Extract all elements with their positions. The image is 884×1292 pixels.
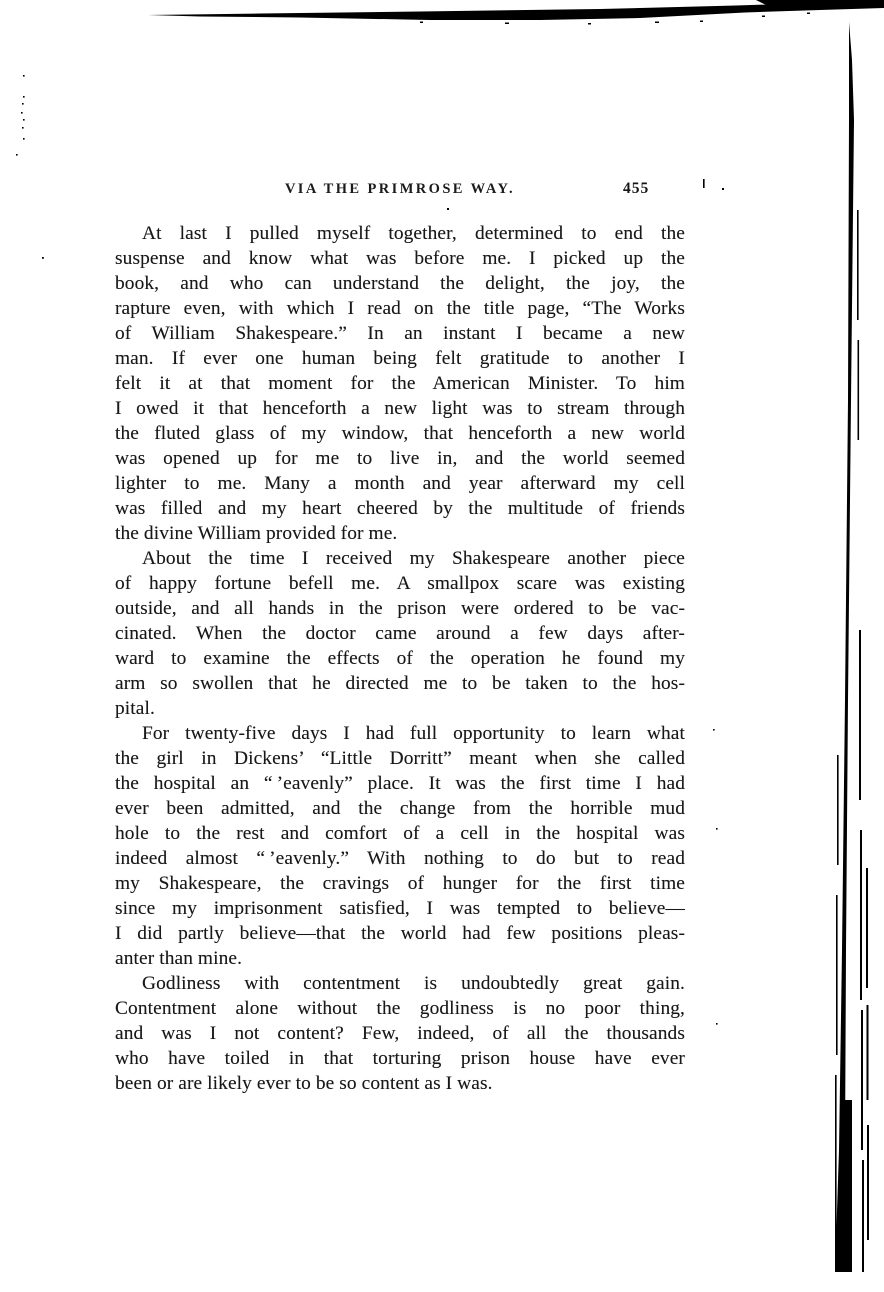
text-line: At last I pulled myself together, determined to end the [142, 223, 685, 244]
book-gutter-lines [835, 22, 869, 1272]
text-line: ever been admitted, and the change from the horrible mud [115, 798, 685, 819]
text-line: anter than mine. [115, 948, 243, 969]
text-line: arm so swollen that he directed me to be taken to the hos- [115, 673, 685, 694]
text-line: the fluted glass of my window, that henceforth a new world [115, 423, 685, 444]
text-line: of happy fortune befell me. A smallpox scare was existing [115, 573, 685, 594]
text-line: been or are likely ever to be so content as I was. [115, 1073, 493, 1094]
text-line: lighter to me. Many a month and year afterward my cell [115, 473, 685, 494]
text-line: since my imprisonment satisfied, I was tempted to believe— [115, 898, 685, 919]
text-line: the hospital an “ ’eavenly” place. It was the first time I had [115, 773, 685, 794]
text-line: pital. [115, 698, 155, 719]
text-line: and was I not content? Few, indeed, of all the thousands [115, 1023, 685, 1044]
text-line: of William Shakespeare.” In an instant I became a new [115, 323, 685, 344]
text-line: rapture even, with which I read on the title page, “The Works [115, 298, 685, 319]
text-line: was opened up for me to live in, and the world seemed [115, 448, 685, 469]
text-line: cinated. When the doctor came around a few days after- [115, 623, 685, 644]
page-number: 455 [623, 180, 650, 197]
text-line: the divine William provided for me. [115, 523, 398, 544]
text-line: Contentment alone without the godliness is no poor thing, [115, 998, 685, 1019]
text-line: man. If ever one human being felt gratitude to another I [115, 348, 685, 369]
top-edge-smudge [148, 0, 884, 25]
text-line: felt it at that moment for the American Minister. To him [115, 373, 685, 394]
text-line: was filled and my heart cheered by the multitude of friends [115, 498, 685, 519]
page-body [115, 221, 685, 1096]
page-header [115, 181, 685, 203]
text-line: who have toiled in that torturing prison house have ever [115, 1048, 685, 1069]
text-line: indeed almost “ ’eavenly.” With nothing to do but to read [115, 848, 685, 869]
running-title: VIA THE PRIMROSE WAY. [284, 181, 516, 197]
text-line: I did partly believe—that the world had few positions pleas- [115, 923, 685, 944]
text-line: I owed it that henceforth a new light was to stream through [115, 398, 685, 419]
text-line: hole to the rest and comfort of a cell in the hospital was [115, 823, 685, 844]
text-line: Godliness with contentment is undoubtedly great gain. [142, 973, 685, 994]
text-line: suspense and know what was before me. I picked up the [115, 248, 685, 269]
text-line: ward to examine the effects of the operation he found my [115, 648, 685, 669]
text-line: About the time I received my Shakespeare another piece [142, 548, 685, 569]
text-line: outside, and all hands in the prison were ordered to be vac- [115, 598, 685, 619]
text-line: For twenty-five days I had full opportunity to learn what [142, 723, 685, 744]
text-line: my Shakespeare, the cravings of hunger for the first time [115, 873, 685, 894]
text-line: the girl in Dickens’ “Little Dorritt” meant when she called [115, 748, 685, 769]
text-line: book, and who can understand the delight, the joy, the [115, 273, 685, 294]
